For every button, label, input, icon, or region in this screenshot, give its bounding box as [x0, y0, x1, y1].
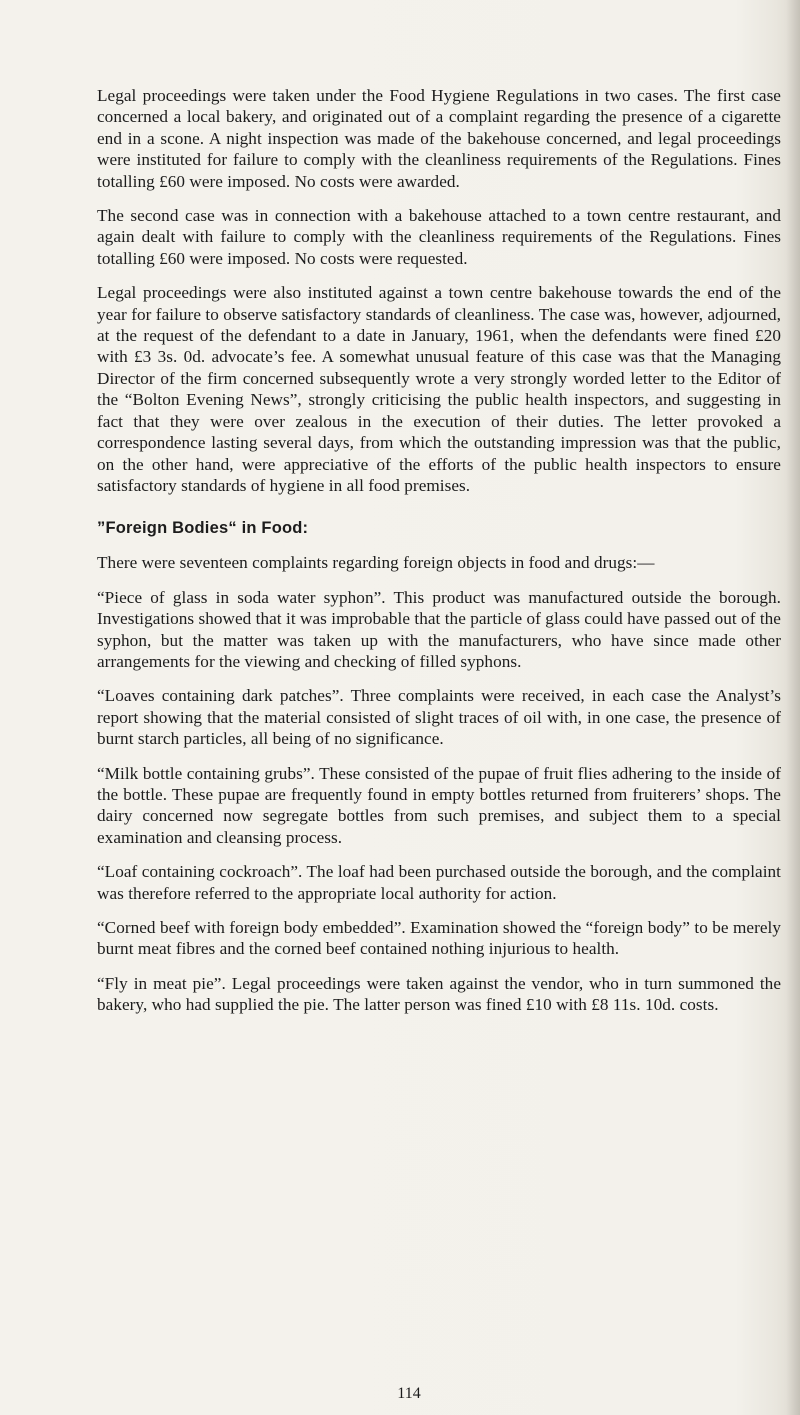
paragraph-corned-beef: “Corned beef with foreign body embedded”. Examination showed the “foreign body” to be merely burnt meat fibres and the corned beef contained nothing injurious to health. — [97, 918, 781, 959]
paragraph-legal-proceedings-first: Legal proceedings were taken under the Food Hygiene Regulations in two cases. The first case concerned a local bakery, and originated out of a complaint regarding the presence of a cigarette end in a scone. A night inspection was made of the bakehouse concerned, and legal proceedings were instituted for failure to comply with the cleanliness requirements of the Regulations. Fines totalling £60 were imposed. No costs were awarded. — [97, 86, 781, 191]
paragraph-fly-in-pie: “Fly in meat pie”. Legal proceedings were taken against the vendor, who in turn summoned the bakery, who had supplied the pie. The latter person was fined £10 with £8 11s. 10d. costs. — [97, 973, 781, 1015]
paragraph-second-case: The second case was in connection with a bakehouse attached to a town centre restaurant, and again dealt with failure to comply with the cleanliness requirements of the Regulations. Fines totalling £60 were imposed. No costs were requested. — [97, 206, 781, 268]
paragraph-glass-in-syphon: “Piece of glass in soda water syphon”. This product was manufactured outside the borough. Investigations showed that it was improbable that the particle of glass could have passed out of the syphon, but the matter was taken up with the manufacturers, who have since made other arrangements for the viewing and checking of filled syphons. — [97, 587, 781, 671]
paragraph-seventeen-complaints: There were seventeen complaints regarding foreign objects in food and drugs:— — [97, 553, 655, 573]
page-number: 114 — [397, 1385, 421, 1402]
paragraph-town-centre-bakehouse: Legal proceedings were also instituted against a town centre bakehouse towards the end of the year for failure to observe satisfactory standards of cleanliness. The case was, however, adjourned, at the request of the defendant to a date in January, 1961, when the defendants were fined £20 with £3 3s. 0d. advocate’s fee. A somewhat unusual feature of this case was that the Managing Director of the firm concerned subsequently wrote a very strongly worded letter to the Editor of the “Bolton Evening News”, strongly criticising the public health inspectors, and suggesting in fact that they were over zealous in the execution of their duties. The letter provoked a correspondence lasting several days, from which the outstanding impression was that the public, on the other hand, were appreciative of the efforts of the public health inspectors to ensure satisfactory standards of hygiene in all food premises. — [97, 283, 781, 495]
paragraph-loaves-dark-patches: “Loaves containing dark patches”. Three complaints were received, in each case the Analyst’s report showing that the material consisted of slight traces of oil with, in one case, the presence of burnt starch particles, all being of no significance. — [97, 686, 781, 749]
page-edge-shadow — [786, 0, 800, 1415]
paragraph-loaf-cockroach: “Loaf containing cockroach”. The loaf had been purchased outside the borough, and the complaint was therefore referred to the appropriate local authority for action. — [97, 862, 781, 903]
section-heading-foreign-bodies: ”Foreign Bodies“ in Food: — [97, 519, 309, 538]
document-body — [97, 85, 781, 1029]
paragraph-milk-bottle-grubs: “Milk bottle containing grubs”. These consisted of the pupae of fruit flies adhering to the inside of the bottle. These pupae are frequently found in empty bottles returned from fruiterers’ shops. The dairy concerned now segregate bottles from such premises, and subject them to a special examination and cleansing process. — [97, 763, 781, 847]
